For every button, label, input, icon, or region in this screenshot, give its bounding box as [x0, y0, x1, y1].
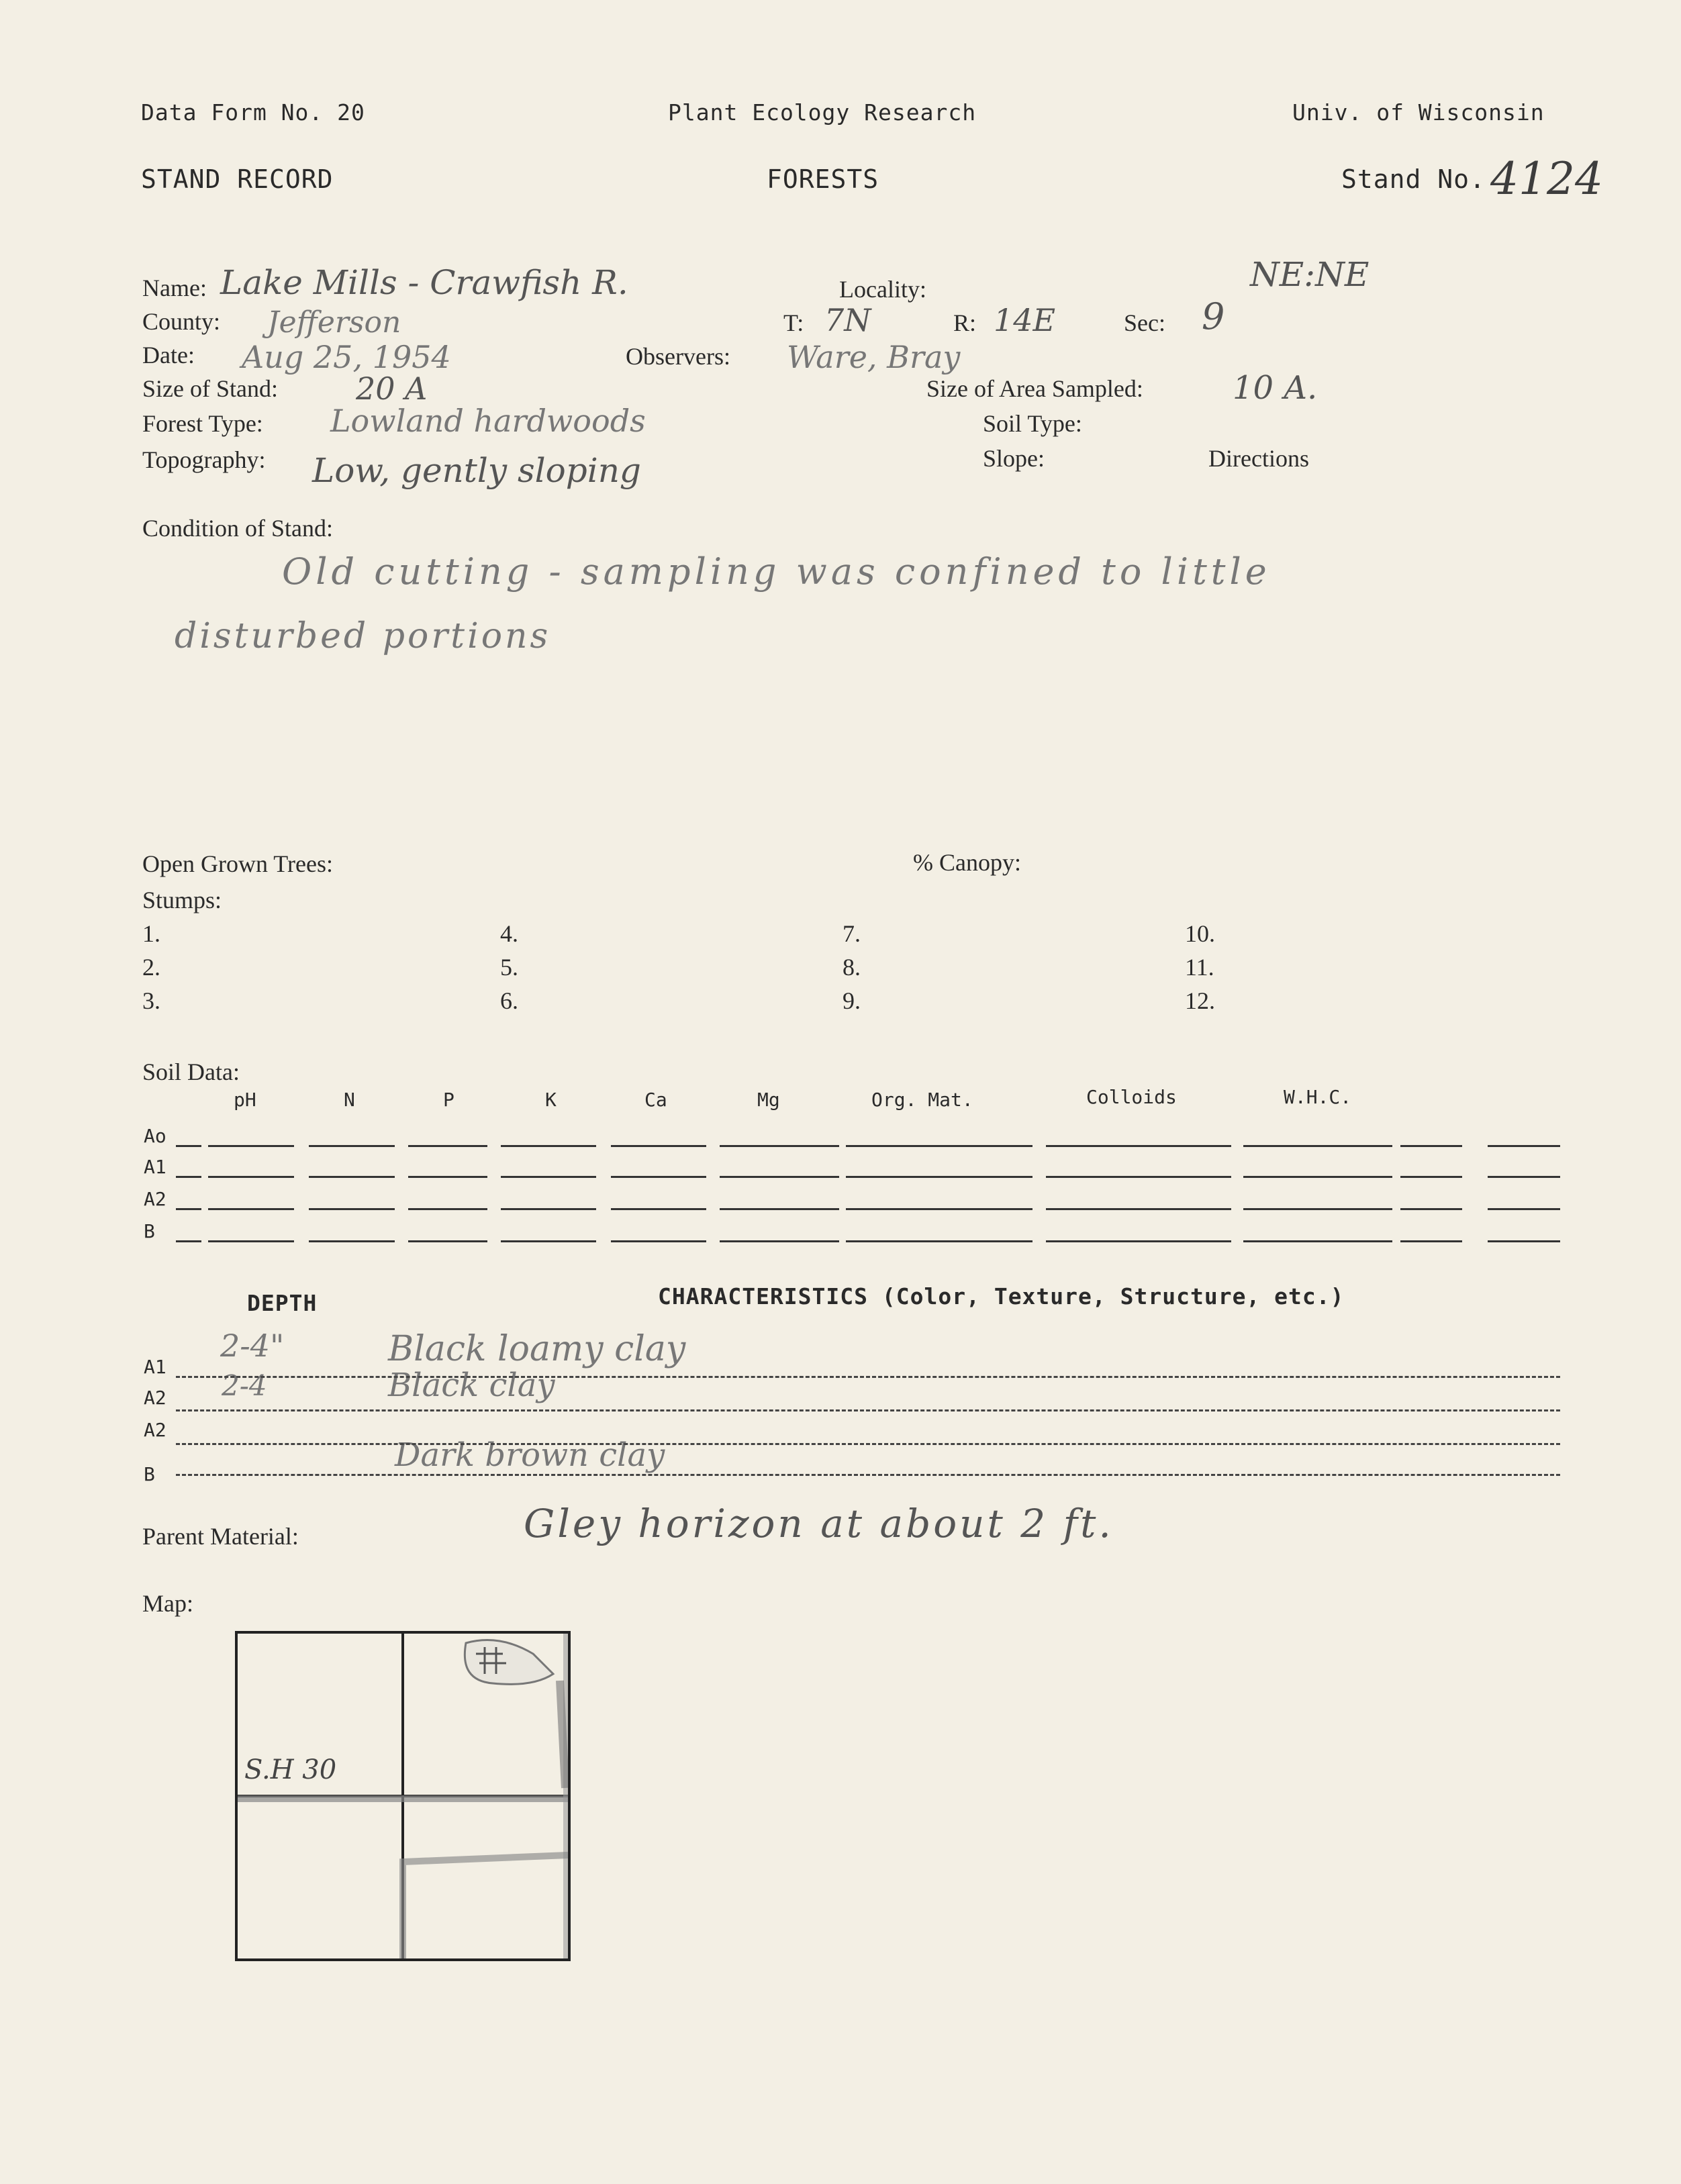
soil-data-blank — [309, 1145, 395, 1147]
horizon-description: Black clay — [388, 1367, 555, 1404]
soil-data-blank — [501, 1176, 596, 1178]
soil-column-header: pH — [234, 1089, 256, 1111]
horizon-label: B — [144, 1463, 155, 1485]
observers-label: Observers: — [626, 343, 730, 370]
soil-data-blank — [309, 1240, 395, 1242]
stump-number: 8. — [843, 954, 861, 981]
slope-label: Slope: — [983, 445, 1045, 472]
locality-label: Locality: — [839, 276, 926, 303]
range-value: 14E — [994, 302, 1056, 338]
depth-label: DEPTH — [247, 1290, 318, 1316]
university-name: Univ. of Wisconsin — [1292, 99, 1545, 126]
township-label: T: — [783, 309, 804, 336]
county-value: Jefferson — [267, 305, 401, 340]
parent-material-label: Parent Material: — [142, 1523, 299, 1550]
stump-number: 10. — [1185, 920, 1215, 947]
soil-data-blank — [611, 1176, 706, 1178]
size-of-area-label: Size of Area Sampled: — [926, 375, 1143, 402]
soil-data-blank — [408, 1176, 487, 1178]
soil-type-label: Soil Type: — [983, 410, 1082, 437]
soil-data-blank — [1488, 1176, 1560, 1178]
range-label: R: — [953, 309, 977, 336]
characteristics-line — [176, 1443, 1560, 1445]
form-number: Data Form No. 20 — [141, 99, 365, 126]
soil-data-blank — [208, 1240, 294, 1242]
soil-column-header: Colloids — [1086, 1086, 1177, 1108]
stump-number: 4. — [500, 920, 518, 947]
condition-line-1: Old cutting - sampling was confined to little — [282, 550, 1271, 593]
record-type: STAND RECORD — [141, 164, 334, 194]
stumps-label: Stumps: — [142, 887, 222, 913]
soil-column-header: Mg — [757, 1089, 780, 1111]
horizon-label: A2 — [144, 1419, 166, 1441]
soil-data-blank — [1488, 1145, 1560, 1147]
soil-data-blank — [1243, 1208, 1392, 1210]
soil-data-blank — [408, 1208, 487, 1210]
soil-data-blank — [1488, 1240, 1560, 1242]
soil-row-label: Ao — [144, 1125, 166, 1147]
name-label: Name: — [142, 275, 207, 301]
horizon-depth: 2-4" — [220, 1328, 285, 1364]
soil-data-blank — [846, 1176, 1032, 1178]
soil-row-label: A2 — [144, 1188, 166, 1210]
soil-data-blank — [408, 1240, 487, 1242]
soil-data-blank — [176, 1208, 201, 1210]
date-label: Date: — [142, 342, 195, 368]
stump-number: 2. — [142, 954, 160, 981]
soil-data-blank — [1488, 1208, 1560, 1210]
stand-number-value: 4124 — [1490, 153, 1603, 205]
township-value: 7N — [824, 302, 871, 338]
stump-number: 5. — [500, 954, 518, 981]
soil-data-blank — [1400, 1176, 1462, 1178]
open-grown-trees-label: Open Grown Trees: — [142, 850, 333, 877]
stump-number: 1. — [142, 920, 160, 947]
stump-number: 6. — [500, 987, 518, 1014]
soil-data-blank — [720, 1240, 839, 1242]
map-label: Map: — [142, 1590, 193, 1617]
soil-data-blank — [611, 1208, 706, 1210]
soil-data-blank — [309, 1208, 395, 1210]
soil-data-blank — [501, 1240, 596, 1242]
stump-number: 7. — [843, 920, 861, 947]
parent-material-value: Gley horizon at about 2 ft. — [524, 1501, 1114, 1546]
soil-data-blank — [501, 1208, 596, 1210]
stump-number: 12. — [1185, 987, 1215, 1014]
soil-data-blank — [611, 1240, 706, 1242]
characteristics-header: CHARACTERISTICS (Color, Texture, Structure, etc.) — [658, 1283, 1345, 1309]
soil-data-blank — [501, 1145, 596, 1147]
soil-data-blank — [208, 1208, 294, 1210]
soil-data-blank — [720, 1176, 839, 1178]
soil-column-header: Org. Mat. — [871, 1089, 973, 1111]
topography-label: Topography: — [142, 446, 266, 473]
soil-data-blank — [1400, 1240, 1462, 1242]
stand-number-label: Stand No. — [1341, 164, 1486, 194]
soil-data-blank — [1046, 1145, 1231, 1147]
stump-number: 9. — [843, 987, 861, 1014]
canopy-label: % Canopy: — [913, 849, 1021, 876]
soil-data-blank — [846, 1240, 1032, 1242]
soil-data-label: Soil Data: — [142, 1058, 240, 1085]
soil-data-blank — [720, 1208, 839, 1210]
condition-line-2: disturbed portions — [175, 616, 551, 656]
soil-data-blank — [1046, 1176, 1231, 1178]
soil-data-blank — [1400, 1145, 1462, 1147]
condition-label: Condition of Stand: — [142, 515, 334, 542]
soil-data-blank — [1243, 1145, 1392, 1147]
size-of-stand-label: Size of Stand: — [142, 375, 278, 402]
section-label: Sec: — [1124, 309, 1165, 336]
section-value: 9 — [1202, 295, 1225, 338]
horizon-depth: 2-4 — [222, 1369, 267, 1402]
characteristics-line — [176, 1409, 1560, 1411]
soil-data-blank — [1400, 1208, 1462, 1210]
stand-map — [235, 1631, 571, 1961]
soil-data-blank — [1046, 1208, 1231, 1210]
stump-number: 11. — [1185, 954, 1214, 981]
soil-column-header: P — [443, 1089, 454, 1111]
topography-value: Low, gently sloping — [312, 451, 641, 490]
soil-data-blank — [846, 1208, 1032, 1210]
soil-data-blank — [1046, 1240, 1231, 1242]
county-label: County: — [142, 308, 221, 335]
soil-data-blank — [1243, 1176, 1392, 1178]
name-value: Lake Mills - Crawfish R. — [220, 263, 628, 302]
soil-data-blank — [720, 1145, 839, 1147]
map-annotation: S.H 30 — [244, 1754, 337, 1785]
date-value: Aug 25, 1954 — [242, 339, 451, 375]
soil-data-blank — [1243, 1240, 1392, 1242]
characteristics-line — [176, 1376, 1560, 1378]
forest-type-label: Forest Type: — [142, 410, 263, 437]
directions-label: Directions — [1208, 445, 1309, 472]
soil-column-header: K — [545, 1089, 557, 1111]
horizon-label: A2 — [144, 1387, 166, 1409]
soil-data-blank — [176, 1240, 201, 1242]
soil-data-blank — [208, 1176, 294, 1178]
locality-value: NE:NE — [1250, 255, 1370, 294]
soil-row-label: A1 — [144, 1156, 166, 1178]
soil-row-label: B — [144, 1220, 155, 1242]
stump-number: 3. — [142, 987, 160, 1014]
soil-data-blank — [208, 1145, 294, 1147]
size-of-area-value: 10 A. — [1233, 369, 1318, 407]
organization-name: Plant Ecology Research — [668, 99, 977, 126]
horizon-description: Black loamy clay — [388, 1329, 686, 1369]
soil-data-blank — [176, 1176, 201, 1178]
map-sketch — [238, 1634, 568, 1958]
size-of-stand-value: 20 A — [356, 370, 428, 407]
horizon-label: A1 — [144, 1356, 166, 1378]
forest-type-value: Lowland hardwoods — [330, 403, 646, 439]
soil-data-blank — [846, 1145, 1032, 1147]
horizon-description: Dark brown clay — [395, 1436, 665, 1474]
soil-data-blank — [176, 1145, 201, 1147]
soil-column-header: W.H.C. — [1284, 1086, 1352, 1108]
soil-data-blank — [408, 1145, 487, 1147]
soil-data-blank — [611, 1145, 706, 1147]
soil-data-blank — [309, 1176, 395, 1178]
observers-value: Ware, Bray — [787, 339, 961, 375]
soil-column-header: Ca — [644, 1089, 667, 1111]
category-title: FORESTS — [767, 164, 879, 194]
soil-column-header: N — [344, 1089, 355, 1111]
characteristics-line — [176, 1474, 1560, 1476]
